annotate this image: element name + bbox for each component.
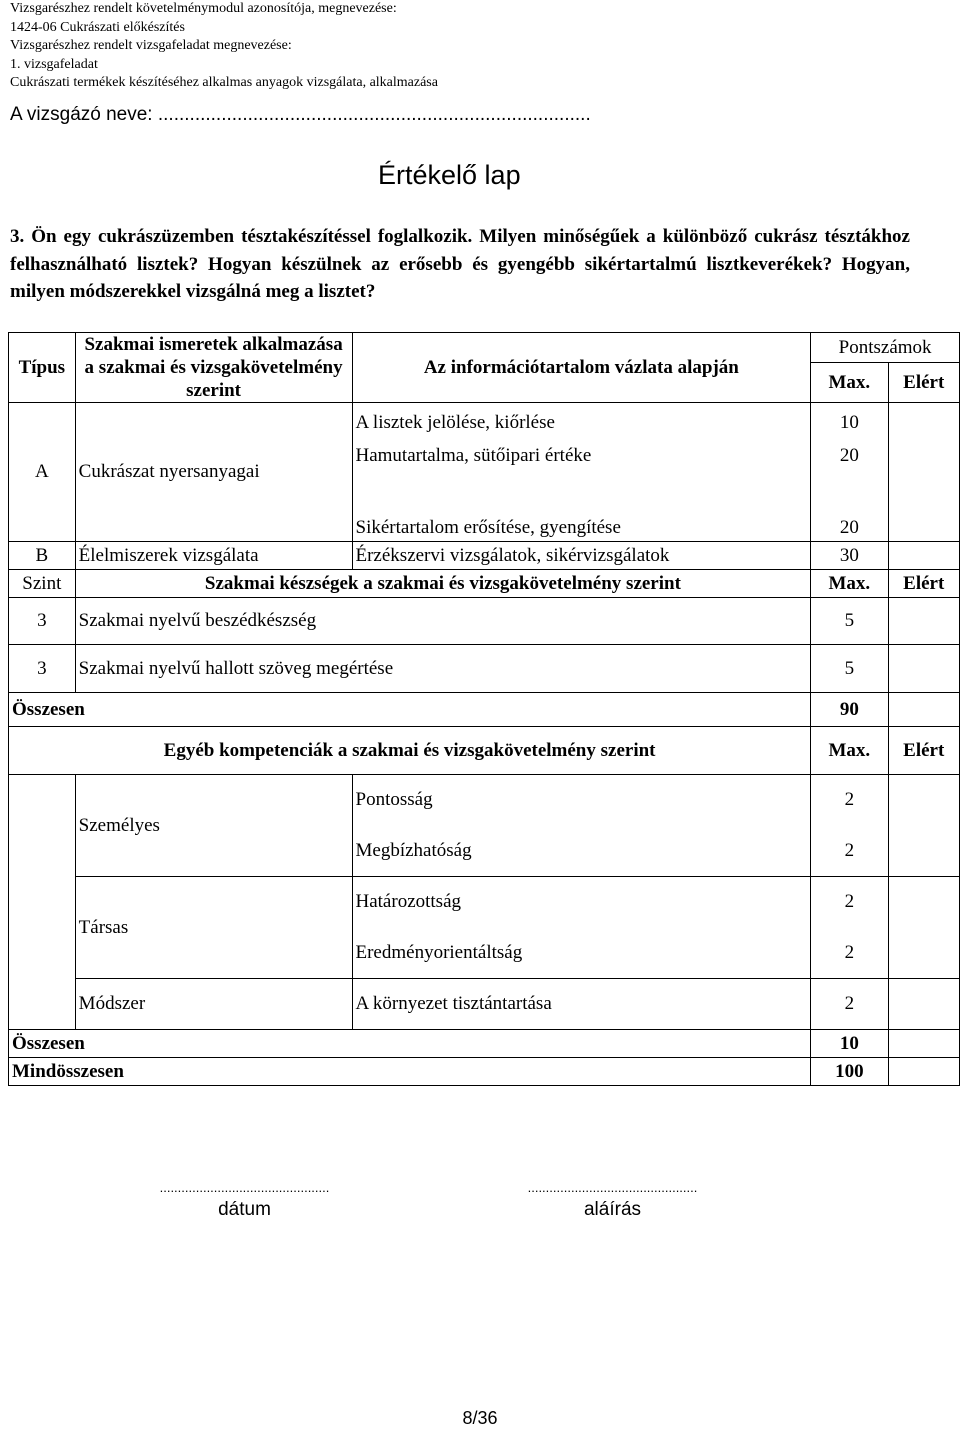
page-title: Értékelő lap bbox=[378, 160, 521, 190]
subtotal-2-label: Összesen bbox=[9, 1030, 811, 1058]
points-header: Pontszámok bbox=[811, 333, 960, 363]
signature-block bbox=[480, 1180, 745, 1221]
competences-max-header: Max. bbox=[811, 727, 888, 775]
competence-personal-elert[interactable] bbox=[888, 775, 960, 877]
grand-total-value: 100 bbox=[811, 1058, 888, 1086]
subtotal-2-value: 10 bbox=[811, 1030, 888, 1058]
header-line-1: Vizsgarészhez rendelt követelménymodul azonosítója, megnevezése: bbox=[10, 1, 397, 16]
competence-social-elert[interactable] bbox=[888, 877, 960, 979]
page-number: 8/36 bbox=[462, 1408, 498, 1428]
subtotal-1-label: Összesen bbox=[9, 693, 811, 727]
subtotal-1-value: 90 bbox=[811, 693, 888, 727]
elert-header: Elért bbox=[888, 363, 960, 403]
section-b-topic: Élelmiszerek vizsgálata bbox=[75, 542, 352, 570]
section-a-item-2-max: 20 bbox=[811, 443, 888, 505]
competences-elert-header: Elért bbox=[888, 727, 960, 775]
skill-2-elert[interactable] bbox=[888, 645, 960, 693]
competences-blank-cell bbox=[9, 775, 76, 1030]
competence-item-megbizhatosag: Megbízhatóság bbox=[352, 826, 811, 877]
header-line-3: Vizsgarészhez rendelt vizsgafeladat megnevezése: bbox=[10, 38, 292, 54]
header-line-4: 1. vizsgafeladat bbox=[10, 56, 98, 72]
col-knowledge-header: Szakmai ismeretek alkalmazása a szakmai és vizsgakövetelmény szerint bbox=[75, 333, 352, 403]
competence-item-kornyezet-max: 2 bbox=[811, 979, 888, 1030]
signature-label: aláírás bbox=[583, 1199, 642, 1220]
grand-total-label: Mindösszesen bbox=[9, 1058, 811, 1086]
competence-item-pontossag-max: 2 bbox=[811, 775, 888, 826]
date-signature-block bbox=[112, 1180, 377, 1221]
skill-1-level: 3 bbox=[9, 598, 76, 645]
header-line-5: Cukrászati termékek készítéséhez alkalmas anyagok vizsgálata, alkalmazása bbox=[10, 75, 438, 91]
competence-item-hatarozottsag: Határozottság bbox=[352, 877, 811, 928]
skill-2-text: Szakmai nyelvű hallott szöveg megértése bbox=[75, 645, 811, 693]
competence-item-kornyezet: A környezet tisztántartása bbox=[352, 979, 811, 1030]
competence-item-eredmenyorientaltsag-max: 2 bbox=[811, 928, 888, 979]
competence-item-eredmenyorientaltsag: Eredményorientáltság bbox=[352, 928, 811, 979]
competences-header: Egyéb kompetenciák a szakmai és vizsgakövetelmény szerint bbox=[9, 727, 811, 775]
subtotal-1-elert[interactable] bbox=[888, 693, 960, 727]
section-a-topic: Cukrászat nyersanyagai bbox=[75, 403, 352, 542]
section-b-elert[interactable] bbox=[888, 542, 960, 570]
document-header bbox=[10, 0, 438, 93]
examinee-name-line: A vizsgázó neve: .................................................................................. bbox=[10, 104, 591, 125]
grand-total-elert[interactable] bbox=[888, 1058, 960, 1086]
subtotal-2-elert[interactable] bbox=[888, 1030, 960, 1058]
section-b-max: 30 bbox=[811, 542, 888, 570]
skills-elert-header: Elért bbox=[888, 570, 960, 598]
competence-group-personal: Személyes bbox=[75, 775, 352, 877]
date-label: dátum bbox=[218, 1199, 271, 1220]
skills-max-header: Max. bbox=[811, 570, 888, 598]
section-a-item-3: Sikértartalom erősítése, gyengítése bbox=[352, 505, 811, 542]
col-type-header: Típus bbox=[9, 333, 76, 403]
date-dots: ............................................... bbox=[159, 1180, 330, 1195]
section-b-item: Érzékszervi vizsgálatok, sikérvizsgálatok bbox=[352, 542, 811, 570]
section-a-item-3-max: 20 bbox=[811, 505, 888, 542]
skill-1-text: Szakmai nyelvű beszédkészség bbox=[75, 598, 811, 645]
skill-2-max: 5 bbox=[811, 645, 888, 693]
skills-header: Szakmai készségek a szakmai és vizsgakövetelmény szerint bbox=[75, 570, 811, 598]
question-text: 3. Ön egy cukrászüzemben tésztakészítéssel foglalkozik. Milyen minőségűek a különböző cukrász tésztákhoz felhasználható lisztek? Hogyan készülnek az erősebb és gyengébb sikértartalmú lisztkeverékek? Hogyan, milyen módszerekkel vizsgálná meg a lisztet? bbox=[10, 226, 910, 302]
section-a-item-1-max: 10 bbox=[811, 403, 888, 443]
competence-group-method: Módszer bbox=[75, 979, 352, 1030]
signature-dots: ............................................... bbox=[527, 1180, 698, 1195]
competence-item-pontossag: Pontosság bbox=[352, 775, 811, 826]
skill-1-max: 5 bbox=[811, 598, 888, 645]
competence-item-megbizhatosag-max: 2 bbox=[811, 826, 888, 877]
competence-item-hatarozottsag-max: 2 bbox=[811, 877, 888, 928]
competence-method-elert[interactable] bbox=[888, 979, 960, 1030]
section-a-item-2: Hamutartalma, sütőipari értéke bbox=[352, 443, 811, 505]
section-a-item-1: A lisztek jelölése, kiőrlése bbox=[352, 403, 811, 443]
max-header: Max. bbox=[811, 363, 888, 403]
skills-level-header: Szint bbox=[9, 570, 76, 598]
skill-2-level: 3 bbox=[9, 645, 76, 693]
section-b-type: B bbox=[9, 542, 76, 570]
competence-group-social: Társas bbox=[75, 877, 352, 979]
evaluation-table bbox=[8, 332, 960, 1086]
section-a-type: A bbox=[9, 403, 76, 542]
header-line-2: 1424-06 Cukrászati előkészítés bbox=[10, 19, 185, 35]
section-a-elert[interactable] bbox=[888, 403, 960, 542]
skill-1-elert[interactable] bbox=[888, 598, 960, 645]
col-content-header: Az információtartalom vázlata alapján bbox=[352, 333, 811, 403]
